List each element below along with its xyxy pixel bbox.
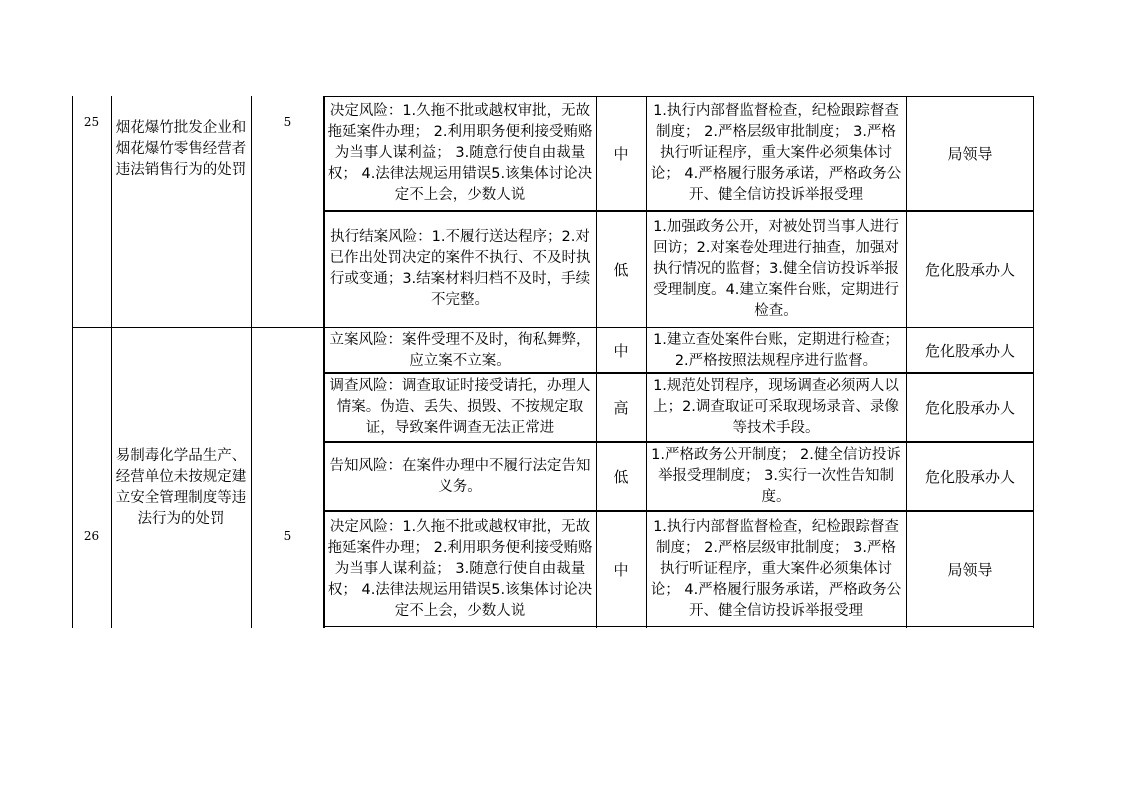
risk-description: 告知风险：在案件办理中不履行法定告知义务。 <box>329 457 591 495</box>
grid-line <box>596 96 597 628</box>
seq-number: 26 <box>83 528 100 543</box>
prevention-measures: 1.建立查处案件台账，定期进行检查；2.严格按照法规程序进行监督。 <box>653 331 899 369</box>
risk-level: 高 <box>613 399 629 417</box>
risk-description: 立案风险：案件受理不及时，徇私舞弊，应立案不立案。 <box>329 331 591 369</box>
seq-number: 25 <box>83 115 100 129</box>
risk-description: 调查风险：调查取证时接受请托，办理人情案。伪造、丢失、损毁、不按规定取证，导致案件调查无法正常进 <box>329 378 591 436</box>
seq-cell <box>72 328 111 628</box>
risk-level: 中 <box>613 145 629 163</box>
prevention-measures: 1.严格政务公开制度； 2.健全信访投诉举报受理制度； 3.实行一次性告知制度。 <box>651 447 901 505</box>
responsible-party: 危化股承办人 <box>924 468 1015 486</box>
count-cell <box>251 96 324 148</box>
item-cell <box>111 328 251 628</box>
risk-level: 低 <box>613 468 629 486</box>
responsible-party: 危化股承办人 <box>924 342 1015 360</box>
item-name: 易制毒化学品生产、经营单位未按规定建立安全管理制度等违法行为的处罚 <box>115 448 247 527</box>
seq-cell <box>72 96 111 148</box>
grid-line <box>72 96 73 628</box>
risk-count: 5 <box>283 528 292 543</box>
responsible-party: 危化股承办人 <box>924 399 1015 417</box>
grid-line <box>324 210 1034 212</box>
grid-line <box>1033 96 1034 628</box>
grid-line <box>324 626 1034 627</box>
item-cell <box>111 96 251 328</box>
grid-line <box>906 96 907 628</box>
responsible-party: 局领导 <box>947 560 993 579</box>
risk-description: 执行结案风险：1.不履行送达程序；2.对已作出处罚决定的案件不执行、不及时执行或变通；3.结案材料归档不及时，手续不完整。 <box>329 229 591 308</box>
grid-line <box>251 96 252 628</box>
responsible-party: 局领导 <box>947 145 993 163</box>
grid-line <box>324 441 1034 443</box>
grid-line <box>324 372 1034 374</box>
grid-line <box>323 96 325 628</box>
grid-line <box>111 96 112 628</box>
risk-description: 决定风险：1.久拖不批或越权审批，无故拖延案件办理； 2.利用职务便利接受贿赂为当事人谋利益； 3.随意行使自由裁量权； 4.法律法规运用错误5.该集体讨论决定不上会，少数人说 <box>327 103 593 203</box>
grid-line <box>646 96 647 628</box>
risk-description: 决定风险：1.久拖不批或越权审批，无故拖延案件办理； 2.利用职务便利接受贿赂为当事人谋利益； 3.随意行使自由裁量权； 4.法律法规运用错误5.该集体讨论决定不上会，少数人说 <box>327 518 593 619</box>
prevention-measures: 1.规范处罚程序，现场调查必须两人以上；2.调查取证可采取现场录音、录像等技术手段。 <box>653 378 899 436</box>
prevention-measures: 1.执行内部督监督检查，纪检跟踪督查制度； 2.严格层级审批制度； 3.严格执行听证程序，重大案件必须集体讨论； 4.严格履行服务承诺，严格政务公开、健全信访投诉举报受理 <box>650 103 902 203</box>
responsible-party: 危化股承办人 <box>924 260 1015 279</box>
prevention-measures: 1.执行内部督监督检查，纪检跟踪督查制度； 2.严格层级审批制度； 3.严格执行听证程序，重大案件必须集体讨论； 4.严格履行服务承诺，严格政务公开、健全信访投诉举报受理 <box>650 518 902 619</box>
risk-level: 低 <box>613 260 629 279</box>
grid-line <box>72 327 1034 328</box>
item-name: 烟花爆竹批发企业和烟花爆竹零售经营者违法销售行为的处罚 <box>115 120 247 178</box>
count-cell <box>251 328 324 628</box>
grid-line <box>324 96 1034 97</box>
prevention-measures: 1.加强政务公开，对被处罚当事人进行回访；2.对案卷处理进行抽查，加强对执行情况的监督；3.健全信访投诉举报受理制度。4.建立案件台账，定期进行检查。 <box>653 218 899 319</box>
risk-level: 中 <box>613 342 629 360</box>
risk-count: 5 <box>283 115 292 129</box>
grid-line <box>324 510 1034 512</box>
risk-level: 中 <box>613 560 629 579</box>
